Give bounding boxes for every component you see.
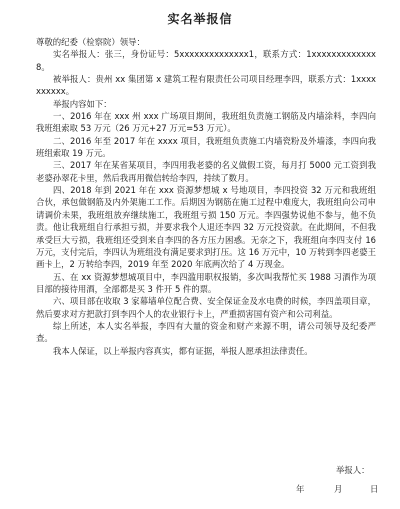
allegation-item-6: 六、项目部在收取 3 家幕墙单位配合费、安全保证金及水电费的时候，李四盖项目章，然后要求对方把款打到李四个人的农业银行卡上，严重损害国有资产和公司利益。 <box>36 296 376 319</box>
allegation-item-1: 一、2016 年在 xxx 州 xxx 广场项目期间，我班组负责施工钢筋及内墙涂料，李四向我班组索取 53 万元（26 万元+27 万元=53 万元）。 <box>36 111 376 134</box>
document-title: 实名举报信 <box>167 12 233 26</box>
content-intro: 举报内容如下： <box>53 98 112 109</box>
allegation-item-5: 五、在 xx 资源梦想城项目中，李四滥用职权报销，多次叫我帮忙买 1988 习酒作为项目部的接待用酒，全部都是买 3 件开 5 件的票。 <box>36 271 376 294</box>
date-year-label: 年 <box>296 484 305 494</box>
date-month-label: 月 <box>334 484 343 494</box>
letter-body <box>36 36 376 357</box>
date-day-label: 日 <box>370 484 379 494</box>
salutation: 尊敬的纪委（检察院）领导： <box>36 37 145 47</box>
signer-label: 举报人： <box>336 465 370 475</box>
guarantee-paragraph: 我本人保证，以上举报内容真实，都有证据，举报人愿承担法律责任。 <box>53 345 313 356</box>
allegation-item-2: 二、2016 年至 2017 年在 xxxx 项目，我班组负责施工内墙瓷粉及外墙漆，李四向我班组索取 19 万元。 <box>36 135 376 159</box>
allegation-item-3: 三、2017 年在某省某项目，李四用我老婆的名义做假工资，每月打 5000 元工资到我老婆孙翠花卡里，然后我再用微信转给李四，持续了数月。 <box>36 160 376 183</box>
reporter-info: 实名举报人：张三，身份证号：5xxxxxxxxxxxxxx1，联系方式：1xxxxxxxxxxxxx8。 <box>36 49 376 72</box>
accused-info: 被举报人：贵州 xx 集团第 x 建筑工程有限责任公司项目经理李四，联系方式：1xxxxxxxxxx。 <box>36 74 376 97</box>
summary-paragraph: 综上所述，本人实名举报，李四有大量的资金和财产来源不明，请公司领导及纪委严查。 <box>36 320 376 344</box>
allegation-item-4: 四、2018 年到 2021 年在 xxx 资源梦想城 x 号地项目，李四投资 32 万元和我班组合伙，承包做钢筋及内外架施工工作。后期因为钢筋在施工过程中难度大，我班组向公司申请调价未果，我班组放弃继续施工，我班组亏损 150 万元。李四强势说他不参与，他不负责。他让我班组自行承担亏损，并要求我个人退还李四 32 万元投资款。在此期间，不但我承受巨大亏损，我班组还受到来自李四的各方压力困惑。无奈之下，我班组向李四支付 16 万元，支付完后，李四认为班组没有满足要求到打压。这 16 万元中，10 万转到李四老婆王画卡上，2 万转给李四，2019 年至 2020 年底两次给了 4 万现金。 <box>36 185 376 270</box>
